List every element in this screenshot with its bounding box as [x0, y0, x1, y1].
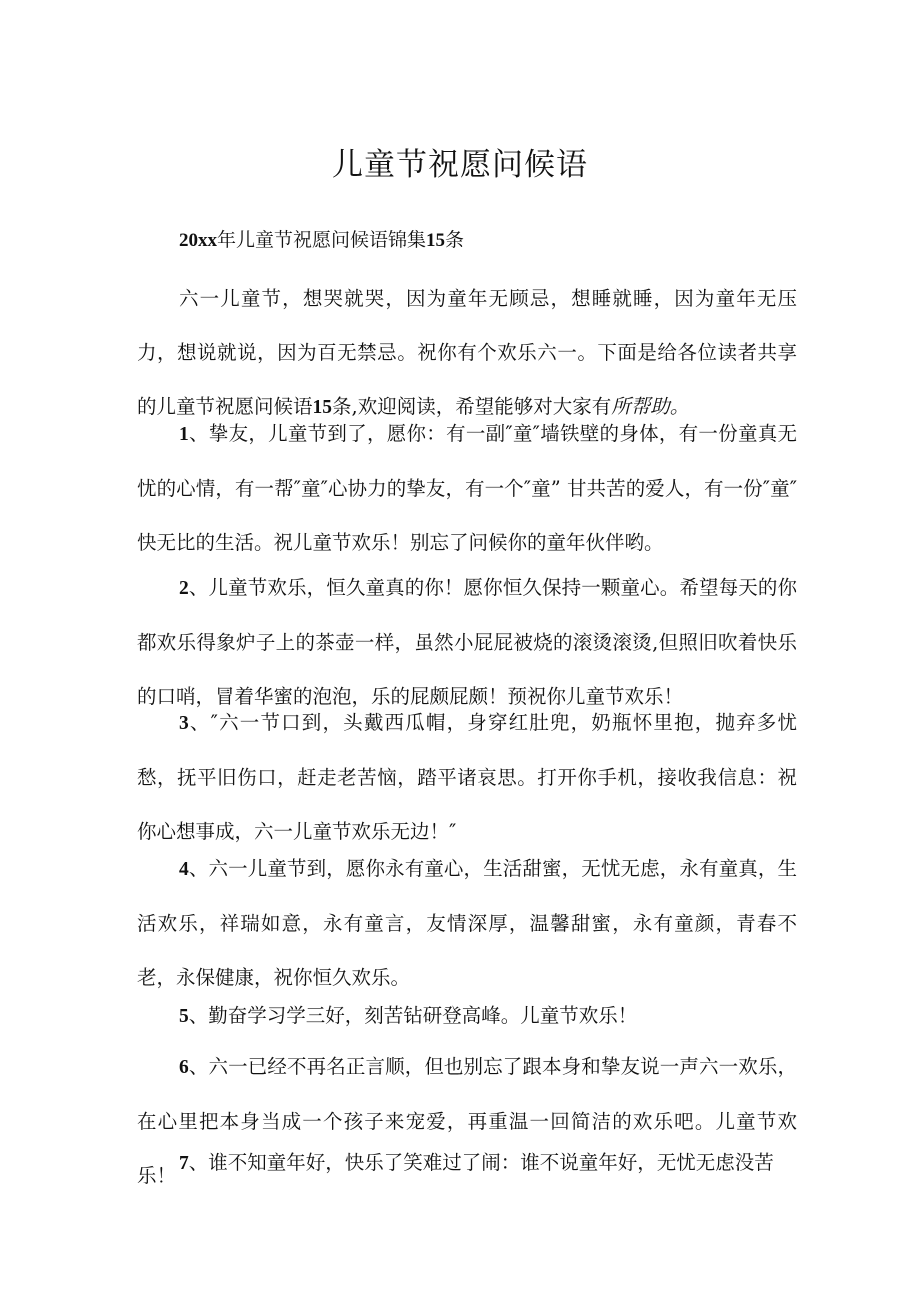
item-number: 6	[179, 1057, 189, 1078]
item-number: 5	[179, 1006, 189, 1027]
subtitle-suffix: 条	[445, 229, 465, 251]
item-text: 、勤奋学习学三好，刻苦钻研登高峰。儿童节欢乐！	[188, 1004, 638, 1027]
list-item-1	[137, 407, 797, 569]
subtitle-year: 20xx	[179, 230, 217, 251]
list-item-7	[137, 1136, 797, 1191]
subtitle-count: 15	[426, 230, 446, 251]
page-title: 儿童节祝愿问候语	[332, 147, 588, 183]
item-text: 、儿童节欢乐，恒久童真的你！愿你恒久保持一颗童心。希望每天的你都欢乐得象炉子上的茶壶一样，虽然小屁屁被烧的滚烫滚烫,但照旧吹着快乐的口哨，冒着华蜜的泡泡，乐的屁颇屁颇！预祝你儿童节欢乐！	[137, 576, 797, 708]
item-text: 、六一已经不再名正言顺，但也别忘了跟本身和挚友说一声六一欢乐，在心里把本身当成一个孩子来宠爱，再重温一回简洁的欢乐吧。儿童节欢乐！	[137, 1055, 797, 1187]
document-subtitle	[179, 224, 464, 257]
list-item-5	[137, 989, 797, 1044]
intro-text-italic: 所帮助。	[611, 394, 690, 418]
item-number: 7	[179, 1153, 189, 1174]
item-number: 2	[179, 578, 189, 599]
intro-count: 15	[312, 396, 333, 418]
item-text: 、″六一节口到，头戴西瓜帽，身穿红肚兜，奶瓶怀里抱，抛弃多忧愁，抚平旧伤口，赶走老苦恼，踏平诸哀思。打开你手机，接收我信息：祝你心想事成，六一儿童节欢乐无边！″	[137, 711, 797, 843]
intro-text-a: 六一儿童节，想哭就哭，因为童年无顾忌，想睡就睡，因为童年无压力，想说就说，因为百无禁忌。祝你有个欢乐六一。下面是给各位读者共享的儿童节祝愿问候语	[137, 287, 797, 418]
item-number: 1	[179, 424, 189, 445]
item-text: 、谁不知童年好，快乐了笑难过了闹：谁不说童年好，无忧无虑没苦	[188, 1151, 774, 1174]
list-item-4	[137, 842, 797, 1004]
list-item-3	[137, 696, 797, 858]
item-text: 、挚友，儿童节到了，愿你：有一副″童″墙铁壁的身体，有一份童真无忧的心情，有一帮″童″心协力的挚友，有一个″童” 甘共苦的爱人，有一份″童″快无比的生活。祝儿童节欢乐！别忘了问候你的童年伙伴哟。	[137, 422, 797, 554]
subtitle-text: 年儿童节祝愿问候语锦集	[217, 229, 427, 251]
item-number: 4	[179, 859, 189, 880]
intro-text-b: 条,欢迎阅读，希望能够对大家有	[332, 394, 612, 418]
item-text: 、六一儿童节到，愿你永有童心，生活甜蜜，无忧无虑，永有童真，生活欢乐，祥瑞如意，永有童言，友情深厚，温馨甜蜜，永有童颜，青春不老，永保健康，祝你恒久欢乐。	[137, 857, 797, 989]
item-number: 3	[179, 713, 189, 734]
